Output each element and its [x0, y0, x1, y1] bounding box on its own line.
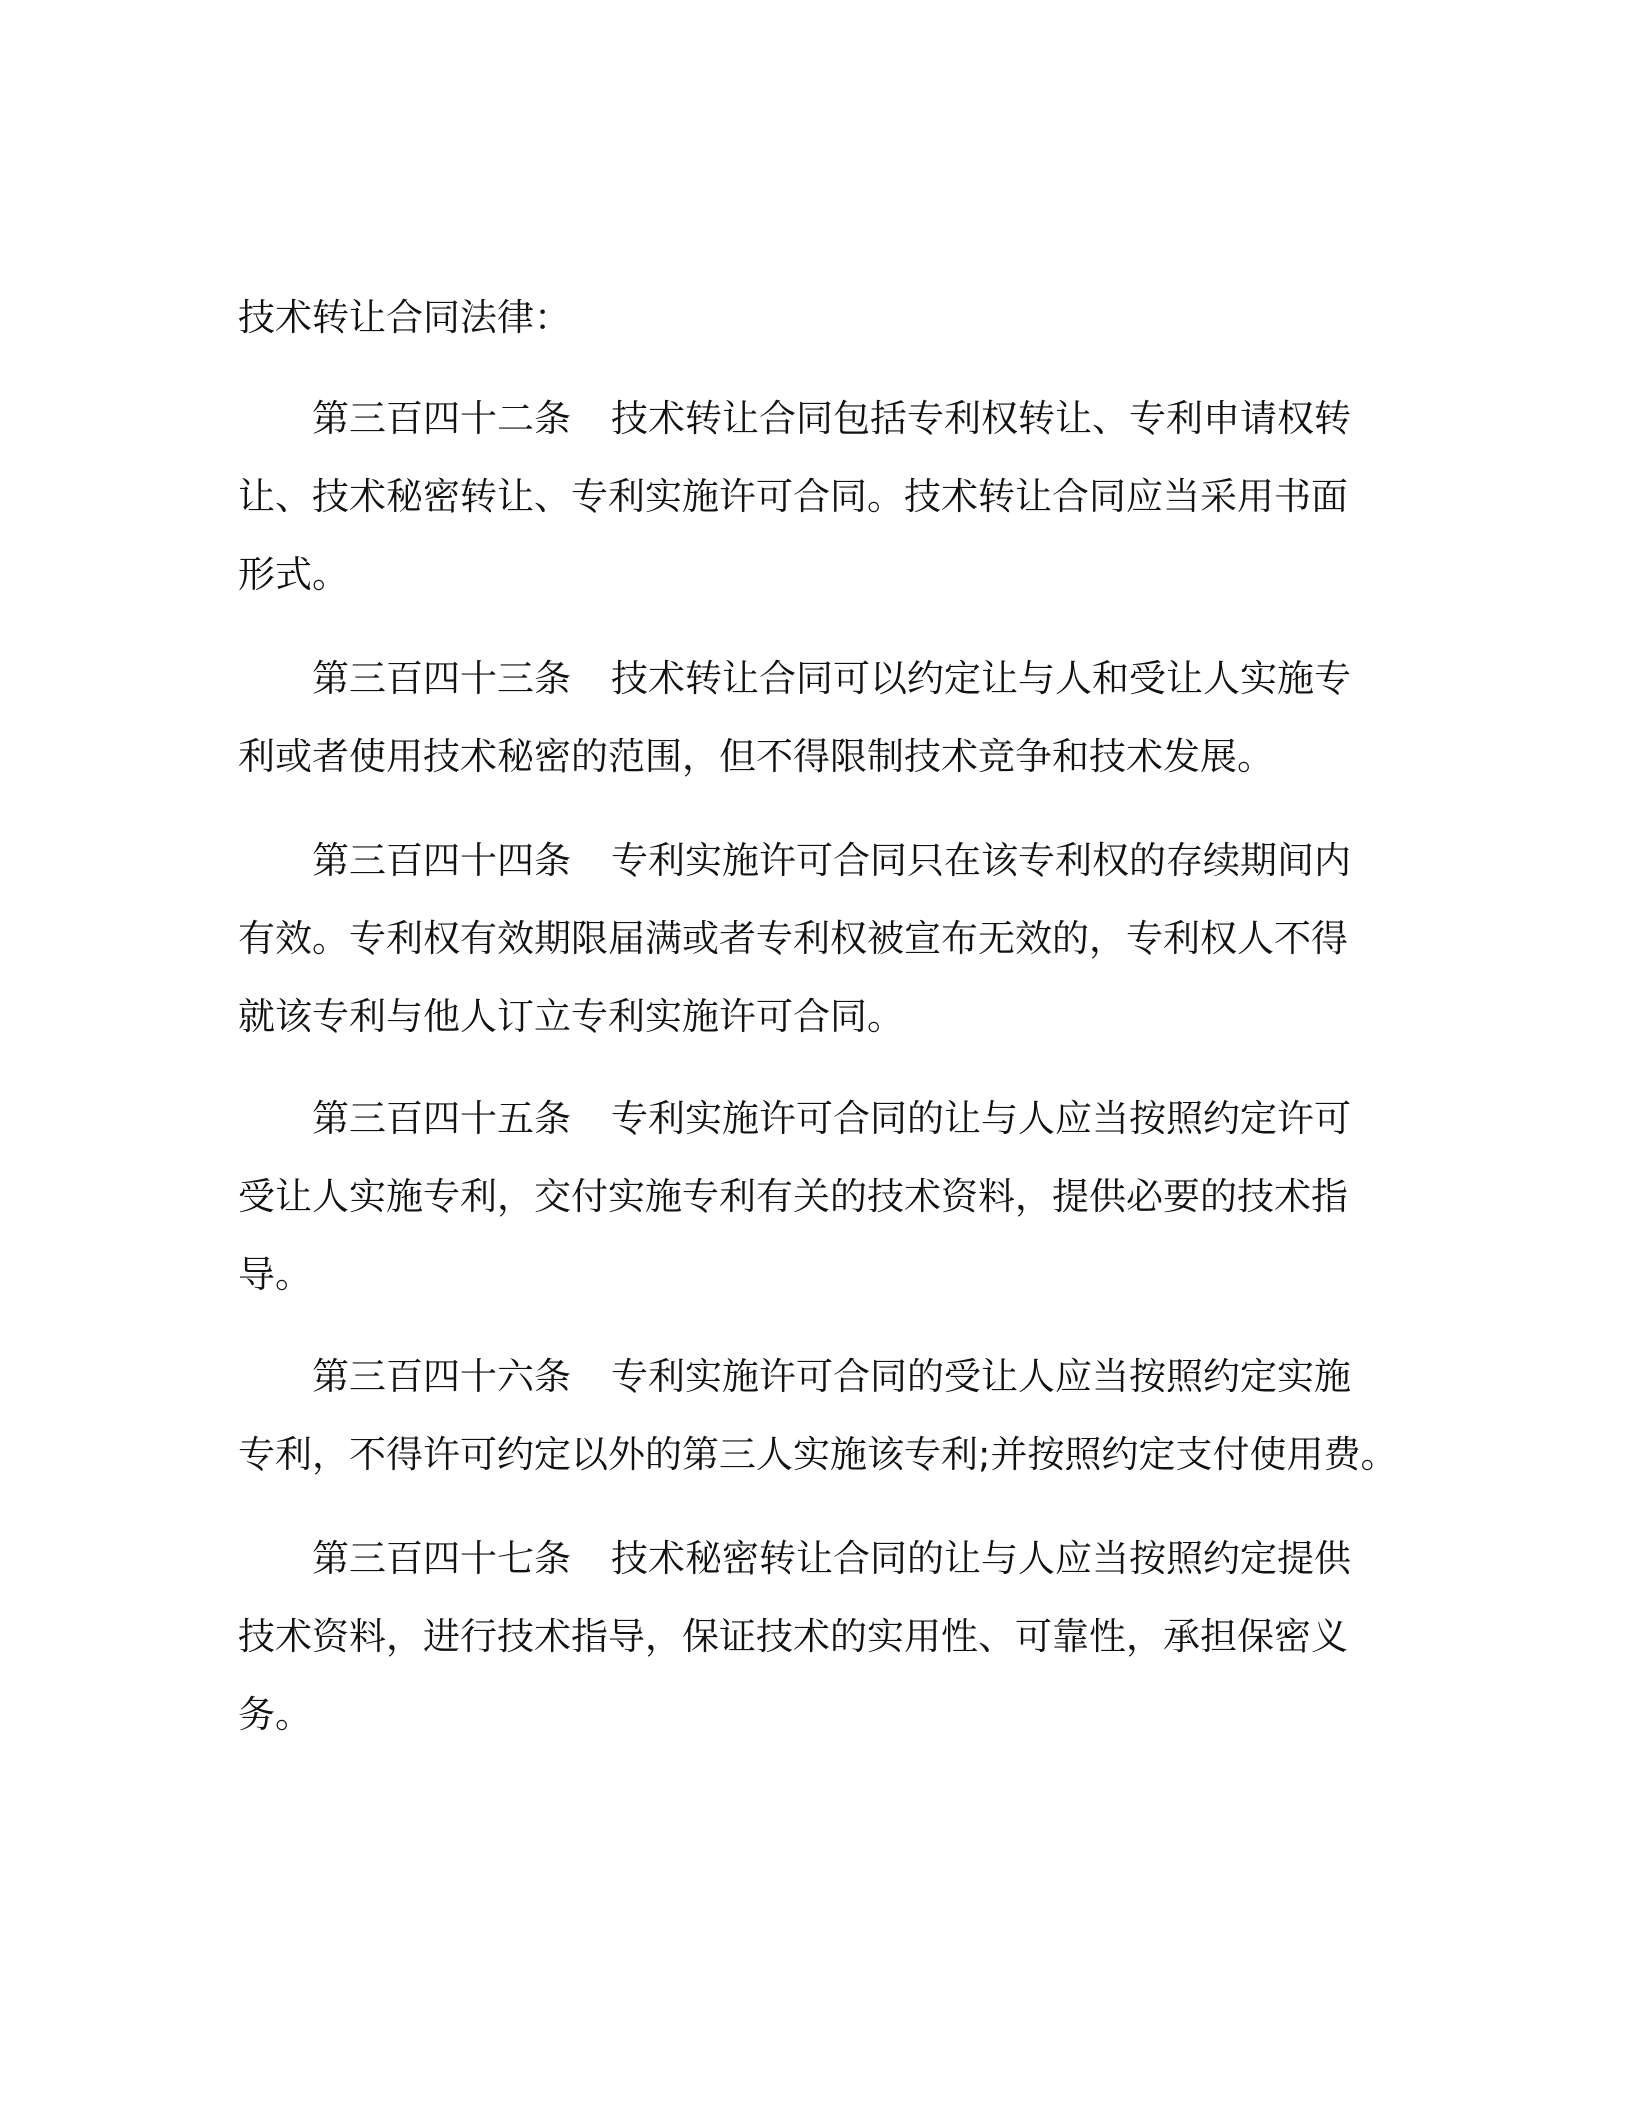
article-346: [238, 1338, 1398, 1494]
article-line: 专利，不得许可约定以外的第三人实施该专利;并按照约定支付使用费。: [238, 1433, 1398, 1476]
article-text: 技术转让合同可以约定让与人和受让人实施专: [611, 657, 1351, 700]
article-line: [238, 822, 1378, 900]
article-number: 第三百四十二条: [312, 397, 571, 440]
article-344: [238, 822, 1378, 1056]
article-line: 导。: [238, 1253, 312, 1296]
article-345: [238, 1080, 1378, 1314]
article-line: [238, 1520, 1378, 1598]
article-text: 技术转让合同包括专利权转让、专利申请权转: [611, 397, 1351, 440]
article-line: 就该专利与他人订立专利实施许可合同。: [238, 995, 904, 1038]
article-number: 第三百四十四条: [312, 839, 571, 882]
article-343: [238, 640, 1378, 796]
article-line: 受让人实施专利，交付实施专利有关的技术资料，提供必要的技术指: [238, 1175, 1348, 1218]
article-line: 利或者使用技术秘密的范围，但不得限制技术竞争和技术发展。: [238, 735, 1274, 778]
article-line: [238, 380, 1378, 458]
article-342: [238, 380, 1378, 614]
article-line: [238, 640, 1378, 718]
article-number: 第三百四十六条: [312, 1355, 571, 1398]
article-line: 务。: [238, 1693, 312, 1736]
article-line: 形式。: [238, 553, 349, 596]
article-347: [238, 1520, 1378, 1754]
document-heading: 技术转让合同法律：: [238, 296, 571, 339]
article-line: [238, 1338, 1378, 1416]
article-number: 第三百四十三条: [312, 657, 571, 700]
article-number: 第三百四十七条: [312, 1537, 571, 1580]
article-text: 专利实施许可合同只在该专利权的存续期间内: [611, 839, 1351, 882]
article-line: [238, 1080, 1378, 1158]
article-line: 技术资料，进行技术指导，保证技术的实用性、可靠性，承担保密义: [238, 1615, 1348, 1658]
article-line: 让、技术秘密转让、专利实施许可合同。技术转让合同应当采用书面: [238, 475, 1348, 518]
article-line: 有效。专利权有效期限届满或者专利权被宣布无效的，专利权人不得: [238, 917, 1348, 960]
article-text: 专利实施许可合同的让与人应当按照约定许可: [611, 1097, 1351, 1140]
article-text: 技术秘密转让合同的让与人应当按照约定提供: [611, 1537, 1351, 1580]
article-number: 第三百四十五条: [312, 1097, 571, 1140]
article-text: 专利实施许可合同的受让人应当按照约定实施: [611, 1355, 1351, 1398]
